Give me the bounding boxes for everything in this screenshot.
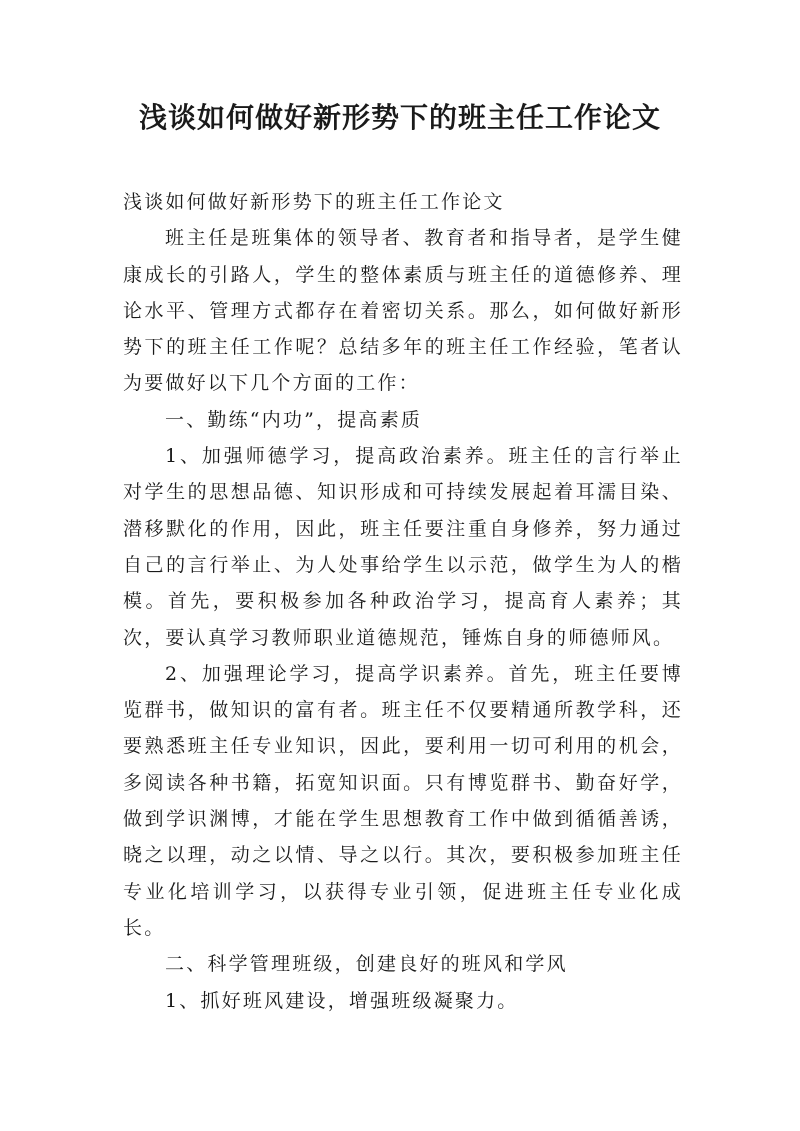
- document-title: 浅谈如何做好新形势下的班主任工作论文: [138, 101, 661, 134]
- document-body: [123, 184, 683, 1019]
- body-paragraph: 1、加强师德学习，提高政治素养。班主任的言行举止对学生的思想品德、知识形成和可持续发展起着耳濡目染、潜移默化的作用，因此，班主任要注重自身修养，努力通过自己的言行举止、为人处事给学生以示范，做学生为人的楷模。首先，要积极参加各种政治学习，提高育人素养；其次，要认真学习教师职业道德规范，锤炼自身的师德师风。: [123, 445, 683, 649]
- section-heading-2: 二、科学管理班级，创建良好的班风和学风: [165, 953, 568, 976]
- body-paragraph: 2、加强理论学习，提高学识素养。首先，班主任要博览群书，做知识的富有者。班主任不仅要精通所教学科，还要熟悉班主任专业知识，因此，要利用一切可利用的机会，多阅读各种书籍，拓宽知识面。只有博览群书、勤奋好学，做到学识渊博，才能在学生思想教育工作中做到循循善诱，晓之以理，动之以情、导之以行。其次，要积极参加班主任专业化培训学习，以获得专业引领，促进班主任专业化成长。: [123, 662, 683, 939]
- section-heading-1: 一、勤练“内功”，提高素质: [165, 408, 423, 431]
- subtitle-paragraph: 浅谈如何做好新形势下的班主任工作论文: [123, 191, 505, 213]
- body-paragraph: 1、抓好班风建设，增强班级凝聚力。: [165, 989, 519, 1012]
- intro-paragraph: 班主任是班集体的领导者、教育者和指导者，是学生健康成长的引路人，学生的整体素质与班主任的道德修养、理论水平、管理方式都存在着密切关系。那么，如何做好新形势下的班主任工作呢？总结多年的班主任工作经验，笔者认为要做好以下几个方面的工作：: [123, 227, 683, 395]
